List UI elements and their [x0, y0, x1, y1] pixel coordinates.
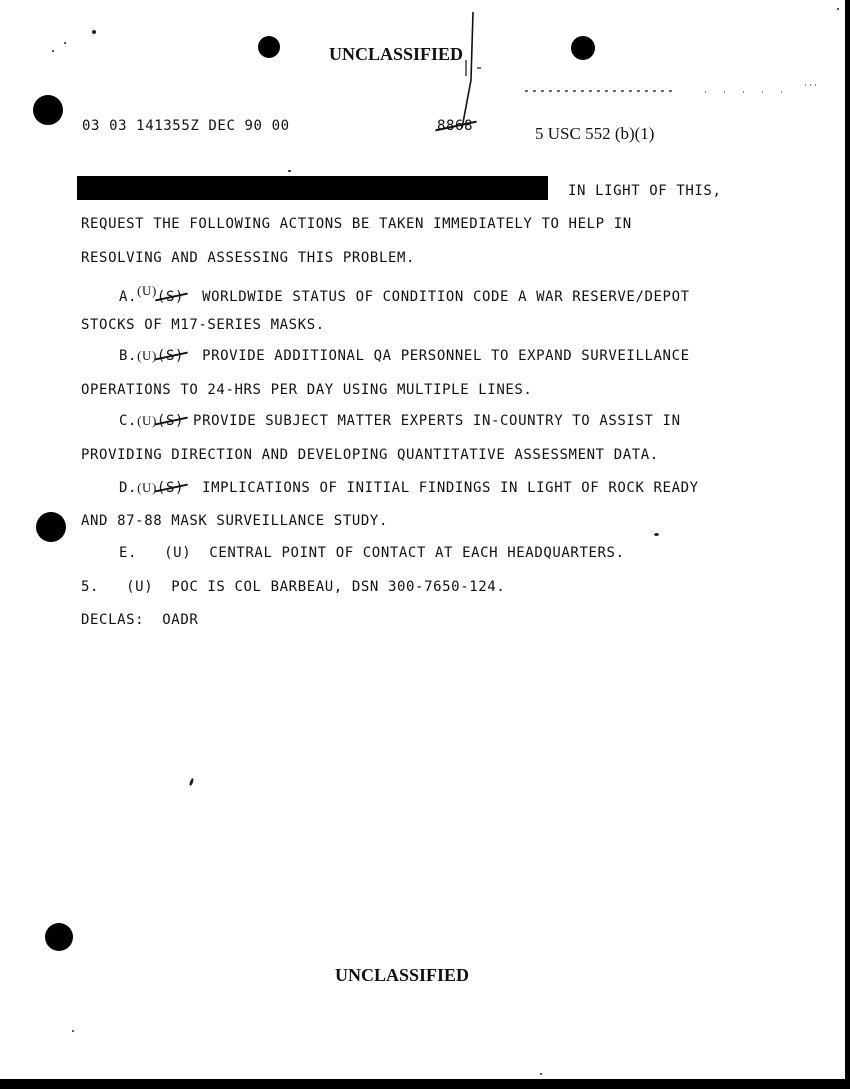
item-c-old-classification: (S): [156, 413, 185, 429]
scan-edge-bottom: [0, 1079, 850, 1089]
scan-speck: [540, 1073, 542, 1075]
item-b-letter: B.: [119, 348, 138, 364]
scan-noise-dots: [525, 82, 825, 96]
scan-speck: [288, 170, 291, 172]
item-c-classification-mark: (U): [137, 413, 157, 428]
exemption-stamp: 5 USC 552 (b)(1): [535, 124, 655, 143]
dtg-line: 03 03 141355Z DEC 90 00: [82, 118, 290, 134]
scan-speck: [837, 8, 839, 10]
item-a-letter: A.: [119, 289, 138, 305]
item-a-classification-mark: (U): [137, 283, 157, 298]
scan-speck: [654, 533, 659, 536]
punch-hole-top-right: [571, 36, 595, 60]
item-b-continuation: OPERATIONS TO 24-HRS PER DAY USING MULTIPLE LINES.: [81, 382, 533, 398]
item-c-text: PROVIDE SUBJECT MATTER EXPERTS IN-COUNTRY TO ASSIST IN: [193, 413, 681, 429]
item-e-line: E. (U) CENTRAL POINT OF CONTACT AT EACH HEADQUARTERS.: [119, 545, 625, 561]
reference-number: 8868: [437, 118, 474, 134]
punch-hole-left-lower: [45, 923, 73, 951]
struck-reference-number: [437, 118, 473, 134]
item-a-old-classification: (S): [156, 289, 185, 305]
item-b-text: PROVIDE ADDITIONAL QA PERSONNEL TO EXPAND SURVEILLANCE: [202, 348, 690, 364]
item-c-line: [119, 413, 681, 429]
item-d-letter: D.: [119, 480, 138, 496]
item-b-line: [119, 348, 690, 364]
body-line-2: REQUEST THE FOLLOWING ACTIONS BE TAKEN IMMEDIATELY TO HELP IN: [81, 216, 632, 232]
item-a-text: WORLDWIDE STATUS OF CONDITION CODE A WAR RESERVE/DEPOT: [202, 289, 690, 305]
scan-speck: [52, 50, 54, 52]
scan-speck: [64, 42, 66, 44]
item-d-classification-mark: (U): [137, 480, 157, 495]
item-b-old-classification: (S): [156, 348, 185, 364]
vertical-pen-stroke: [455, 10, 495, 130]
item-a-line: [119, 283, 690, 305]
punch-hole-left-upper: [33, 95, 63, 125]
scan-edge-right: [845, 0, 850, 1089]
scan-speck: [72, 1030, 74, 1032]
scan-speck: [92, 30, 96, 34]
body-line-1-tail: IN LIGHT OF THIS,: [568, 183, 722, 199]
classification-banner-top: UNCLASSIFIED: [329, 44, 464, 64]
item-d-continuation: AND 87-88 MASK SURVEILLANCE STUDY.: [81, 513, 388, 529]
item-b-classification-mark: (U): [137, 348, 157, 363]
item-d-line: [119, 480, 699, 496]
paragraph-5: 5. (U) POC IS COL BARBEAU, DSN 300-7650-124.: [81, 579, 506, 595]
item-c-continuation: PROVIDING DIRECTION AND DEVELOPING QUANTITATIVE ASSESSMENT DATA.: [81, 447, 659, 463]
item-c-letter: C.: [119, 413, 138, 429]
item-d-old-classification: (S): [156, 480, 185, 496]
punch-hole-top-left: [258, 36, 280, 58]
punch-hole-left-middle: [36, 512, 66, 542]
item-d-text: IMPLICATIONS OF INITIAL FINDINGS IN LIGHT OF ROCK READY: [202, 480, 699, 496]
body-line-3: RESOLVING AND ASSESSING THIS PROBLEM.: [81, 250, 416, 266]
declassification-line: DECLAS: OADR: [81, 612, 199, 628]
item-a-continuation: STOCKS OF M17-SERIES MASKS.: [81, 317, 325, 333]
redaction-block: [77, 176, 548, 200]
classification-banner-bottom: UNCLASSIFIED: [335, 965, 470, 985]
scan-speck: [189, 778, 195, 787]
